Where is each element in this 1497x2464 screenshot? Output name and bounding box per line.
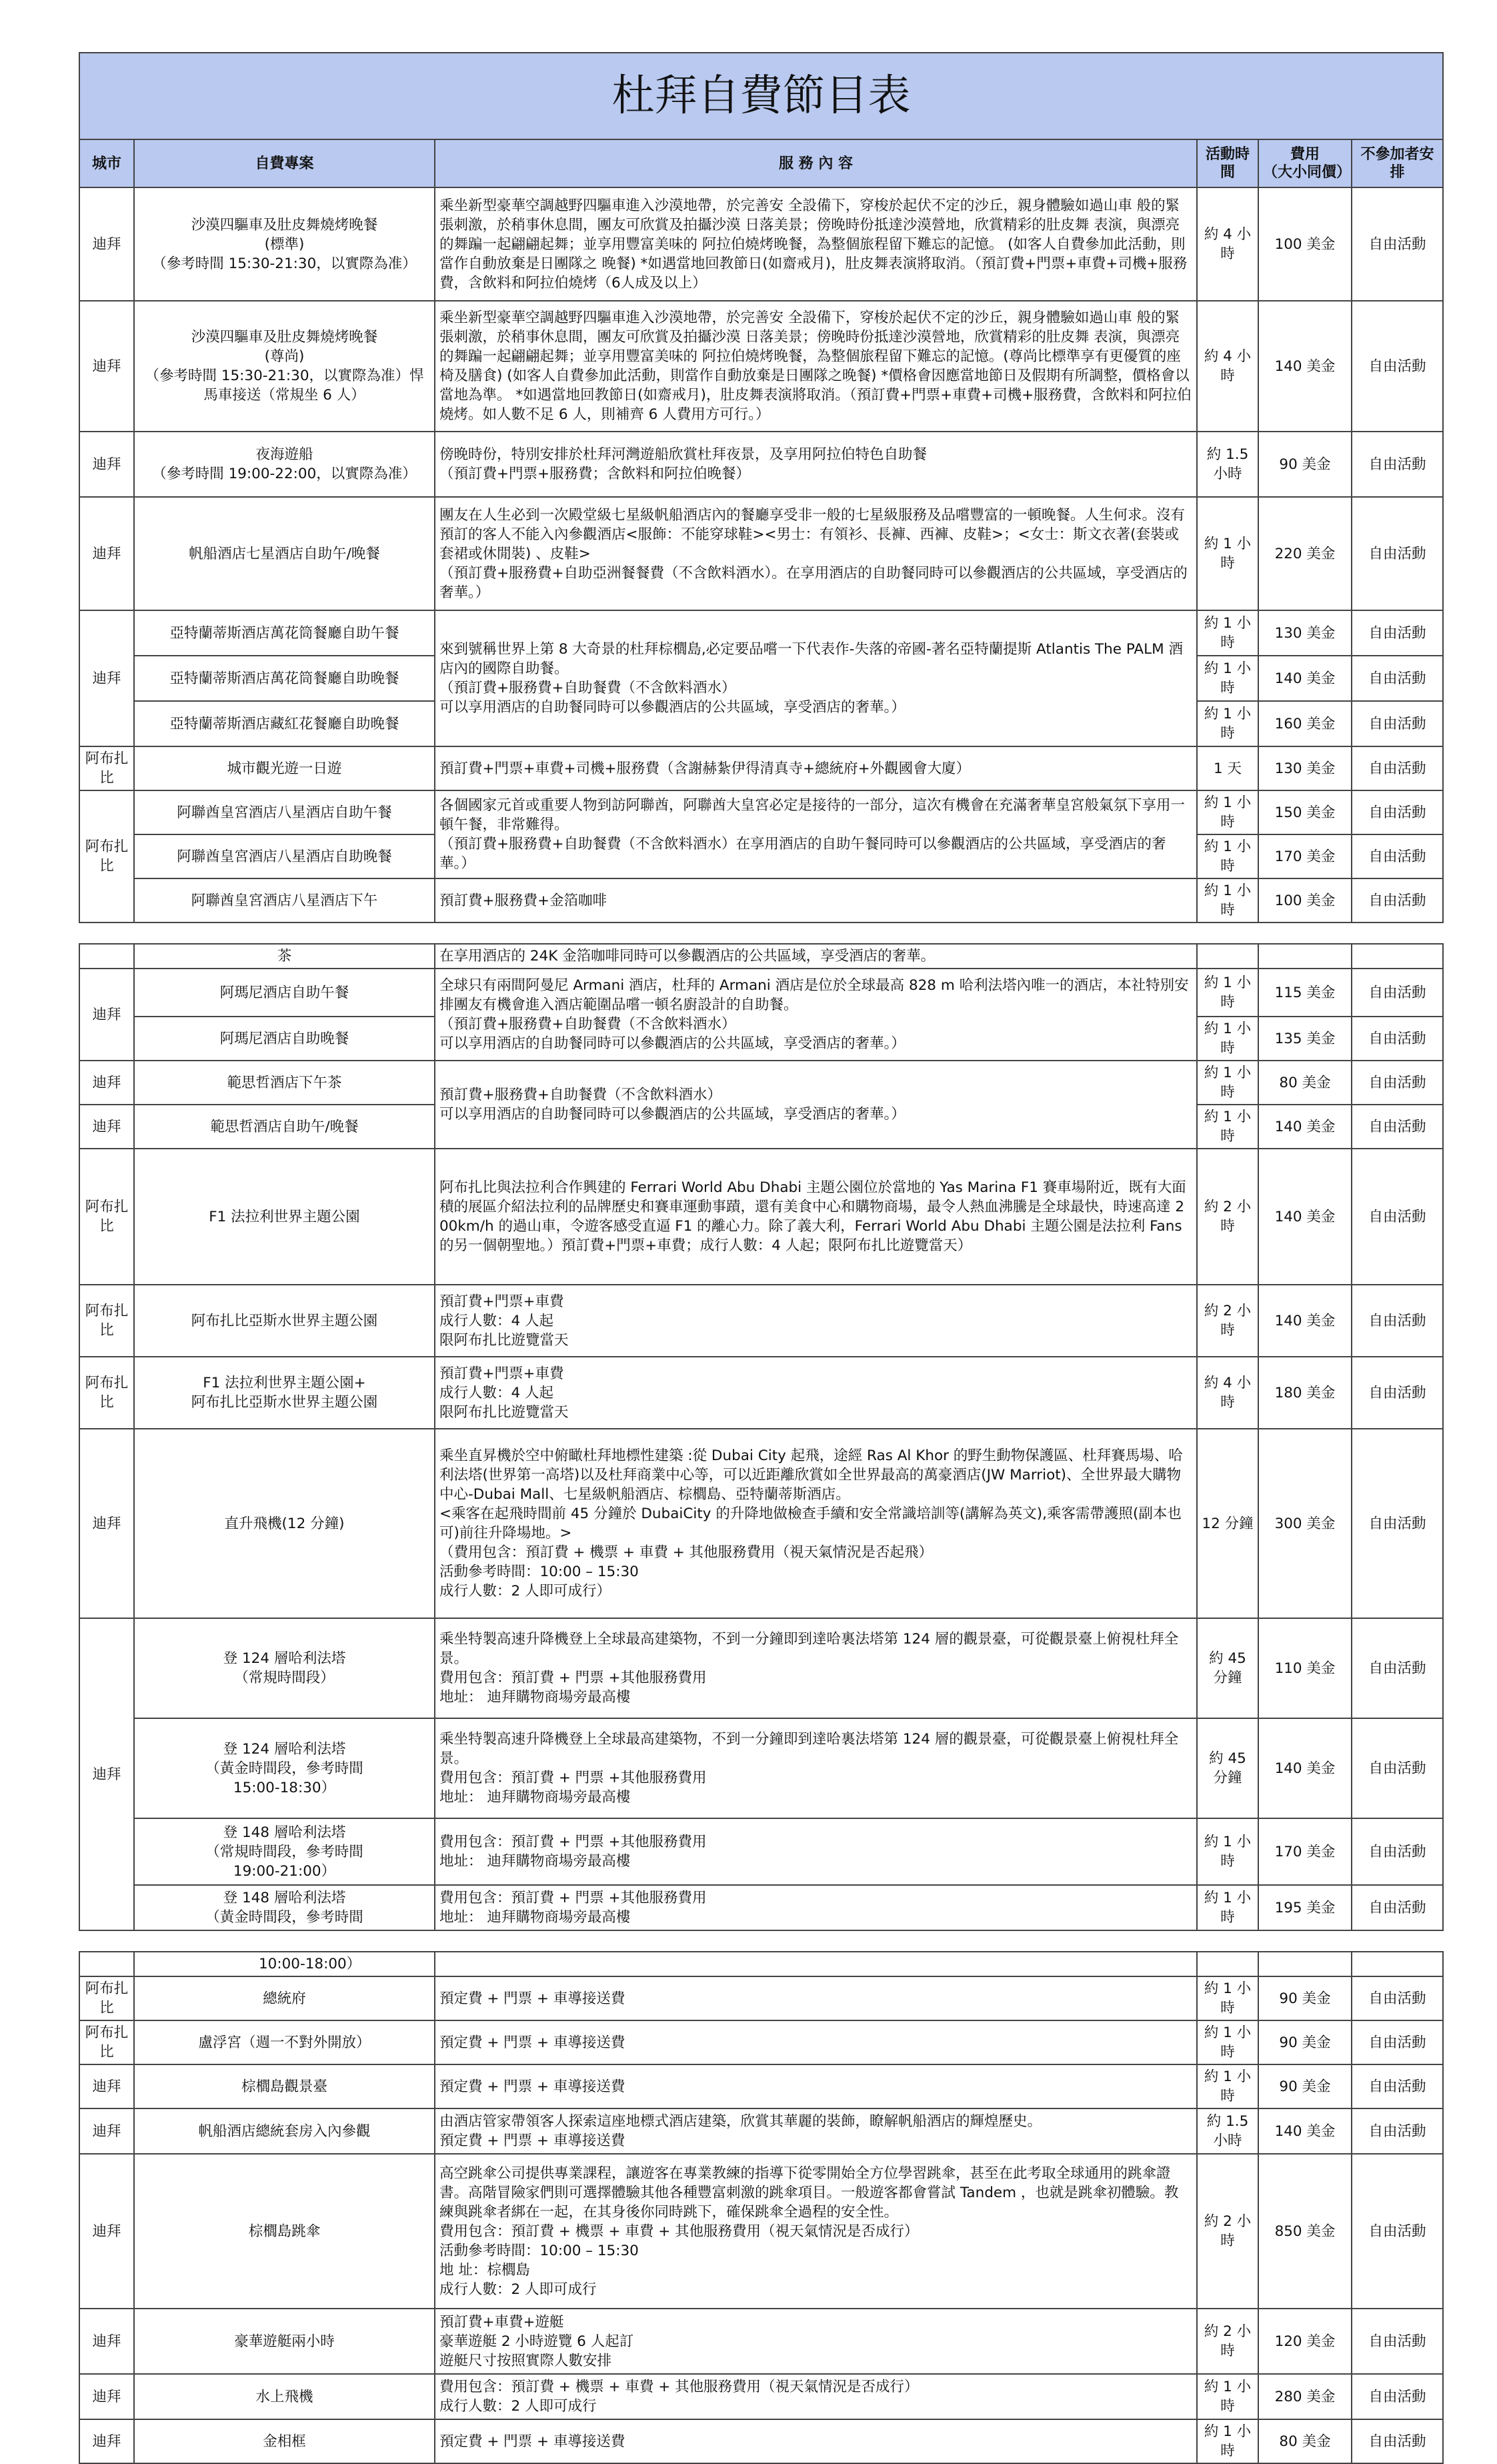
city-cell: 迪拜: [79, 2374, 134, 2419]
time-cell: 約 1 小時: [1197, 790, 1258, 834]
alt-cell: 自由活動: [1352, 656, 1443, 701]
item-cell: 範思哲酒店自助午/晚餐: [134, 1105, 435, 1149]
item-cell: 總統府: [134, 1976, 435, 2020]
fee-cell: 850 美金: [1258, 2154, 1352, 2309]
alt-cell: 自由活動: [1352, 2419, 1443, 2463]
time-cell: 約 1 小時: [1197, 1976, 1258, 2020]
time-cell: 約 2 小時: [1197, 1285, 1258, 1357]
time-cell: 約 1 小時: [1197, 834, 1258, 878]
table-row: [79, 1285, 1443, 1357]
alt-cell: 自由活動: [1352, 432, 1443, 497]
item-cell: 城市觀光遊一日遊: [134, 746, 435, 790]
item-cell: 棕櫚島跳傘: [134, 2154, 435, 2309]
alt-cell: 自由活動: [1352, 1885, 1443, 1930]
time-cell: 約 1 小時: [1197, 878, 1258, 922]
table-row: [79, 1618, 1443, 1718]
item-cell: 直升飛機(12 分鐘): [134, 1429, 435, 1618]
alt-cell: 自由活動: [1352, 1618, 1443, 1718]
itinerary-page: [79, 52, 1442, 2464]
time-cell: 約 1 小時: [1197, 1105, 1258, 1149]
desc-cell: 費用包含：預訂費 + 門票 +其他服務費用 地址： 迪拜購物商場旁最高樓: [435, 1818, 1197, 1885]
time-cell: 約 1 小時: [1197, 497, 1258, 610]
fee-cell: 130 美金: [1258, 610, 1352, 656]
table-row: [79, 2108, 1443, 2154]
item-cell: 茶: [134, 944, 435, 969]
desc-cell: 高空跳傘公司提供專業課程，讓遊客在專業教練的指導下從零開始全方位學習跳傘，甚至在此考取全球通用的跳傘證書。高階冒險家們則可選擇體驗其他各種豐富刺激的跳傘項目。一般遊客都會嘗試 Tandem ，也就是跳傘初體驗。教練與跳傘者綁在一起，在其身後你同時跳下，確保跳傘全過程的安全性。 費用包含：預訂費 + 機票 + 車費 + 其他服務費用（視天氣情況是否成行） 活動參考時間：10:00 – 15:30 地 址：棕櫚島 成行人數：2 人即可成行: [435, 2154, 1197, 2309]
city-cell: 迪拜: [79, 2064, 134, 2108]
time-cell: 約 1 小時: [1197, 2064, 1258, 2108]
city-cell: 迪拜: [79, 1061, 134, 1105]
city-cell: 阿布扎比: [79, 1149, 134, 1285]
table-row: [79, 969, 1443, 1017]
time-cell: 約 45 分鐘: [1197, 1618, 1258, 1718]
alt-cell: 自由活動: [1352, 2108, 1443, 2154]
alt-cell: 自由活動: [1352, 969, 1443, 1017]
item-cell: 夜海遊船 （參考時間 19:00-22:00，以實際為准）: [134, 432, 435, 497]
table-row: [79, 2419, 1443, 2463]
alt-cell: 自由活動: [1352, 790, 1443, 834]
table-row: [79, 610, 1443, 656]
city-cell: 迪拜: [79, 2419, 134, 2463]
alt-cell: 自由活動: [1352, 1976, 1443, 2020]
time-cell: 約 2 小時: [1197, 1149, 1258, 1285]
city-cell: 迪拜: [79, 2154, 134, 2309]
fee-cell: 140 美金: [1258, 1105, 1352, 1149]
fee-cell: 160 美金: [1258, 701, 1352, 746]
table-row: [79, 1818, 1443, 1885]
table-row: [79, 2064, 1443, 2108]
item-cell: 登 148 層哈利法塔 （黃金時間段，參考時間: [134, 1885, 435, 1930]
fee-cell: 80 美金: [1258, 2419, 1352, 2463]
alt-cell: 自由活動: [1352, 187, 1443, 301]
time-cell: 約 4 小時: [1197, 187, 1258, 301]
alt-cell: 自由活動: [1352, 1061, 1443, 1105]
alt-cell: 自由活動: [1352, 2309, 1443, 2374]
fee-cell: 140 美金: [1258, 1718, 1352, 1818]
alt-cell: 自由活動: [1352, 1105, 1443, 1149]
header-fee: 費用 （大小同價）: [1258, 139, 1352, 187]
time-cell: 約 1.5 小時: [1197, 2108, 1258, 2154]
city-cell: 迪拜: [79, 432, 134, 497]
desc-cell: 團友在人生必到一次殿堂級七星級帆船酒店內的餐廳享受非一般的七星級服務及品嚐豐富的一頓晚餐。人生何求。沒有預訂的客人不能入內參觀酒店<服飾：不能穿球鞋><男士：有領衫、長褲、西褲、皮鞋>；<女士：斯文衣著(套裝或套裙或休閒裝) 、皮鞋> （預訂費+服務費+自助亞洲餐餐費（不含飲料酒水）。在享用酒店的自助餐同時可以參觀酒店的公共區域，享受酒店的奢華。）: [435, 497, 1197, 610]
desc-cell: 乘坐新型豪華空調越野四驅車進入沙漠地帶，於完善安 全設備下，穿梭於起伏不定的沙丘，親身體驗如過山車 般的緊張刺激，於稍事休息間，團友可欣賞及拍攝沙漠 日落美景；傍晚時份抵達沙漠營地，欣賞精彩的肚皮舞 表演，與漂亮的舞蹁一起翩翩起舞；並享用豐富美味的 阿拉伯燒烤晚餐，為整個旅程留下難忘的記憶。 (如客人自費參加此活動，則當作自動放棄是日團隊之 晚餐) *如遇當地回教節日(如齋戒月)，肚皮舞表演將取消。（預訂費+門票+車費+司機+服務費，含飲料和阿拉伯燒烤（6人成及以上）: [435, 187, 1197, 301]
fee-cell: 195 美金: [1258, 1885, 1352, 1930]
time-cell: 約 2 小時: [1197, 2154, 1258, 2309]
table-row: [79, 1149, 1443, 1285]
time-cell: 約 1 小時: [1197, 2374, 1258, 2419]
table-row: [79, 432, 1443, 497]
time-cell: 約 4 小時: [1197, 301, 1258, 432]
desc-cell: 由酒店管家帶領客人探索這座地標式酒店建築，欣賞其華麗的裝飾，瞭解帆船酒店的輝煌歷史。 預定費 + 門票 + 車導接送費: [435, 2108, 1197, 2154]
item-cell: 阿瑪尼酒店自助晚餐: [134, 1017, 435, 1061]
item-cell: 沙漠四驅車及肚皮舞燒烤晚餐 (標準) （參考時間 15:30-21:30，以實際為准）: [134, 187, 435, 301]
city-cell: 迪拜: [79, 969, 134, 1061]
desc-cell: 預定費 + 門票 + 車導接送費: [435, 2419, 1197, 2463]
table-row: [79, 1952, 1443, 1976]
desc-cell: 在享用酒店的 24K 金箔咖啡同時可以參觀酒店的公共區域，享受酒店的奢華。: [435, 944, 1197, 969]
fee-cell: 130 美金: [1258, 746, 1352, 790]
city-cell: [79, 944, 134, 969]
item-cell: 水上飛機: [134, 2374, 435, 2419]
desc-cell: 預訂費+門票+車費 成行人數：4 人起 限阿布扎比遊覽當天: [435, 1285, 1197, 1357]
fee-cell: 140 美金: [1258, 2108, 1352, 2154]
city-cell: 迪拜: [79, 301, 134, 432]
desc-cell: 預訂費+服務費+金箔咖啡: [435, 878, 1197, 922]
item-cell: F1 法拉利世界主題公園: [134, 1149, 435, 1285]
item-cell: 10:00-18:00）: [134, 1952, 435, 1976]
city-cell: 迪拜: [79, 2108, 134, 2154]
table-row: [79, 1718, 1443, 1818]
table-row: [79, 187, 1443, 301]
fee-cell: 140 美金: [1258, 301, 1352, 432]
item-cell: 盧浮宮（週一不對外開放）: [134, 2020, 435, 2064]
item-cell: 阿聯酋皇宮酒店八星酒店下午: [134, 878, 435, 922]
header-city: 城市: [79, 139, 134, 187]
desc-cell: 傍晚時份，特別安排於杜拜河灣遊船欣賞杜拜夜景，及享用阿拉伯特色自助餐 （預訂費+門票+服務費；含飲料和阿拉伯晚餐）: [435, 432, 1197, 497]
time-cell: 約 1 小時: [1197, 2419, 1258, 2463]
city-cell: 迪拜: [79, 2309, 134, 2374]
fee-cell: 90 美金: [1258, 1976, 1352, 2020]
fee-cell: 140 美金: [1258, 656, 1352, 701]
table-row: [79, 878, 1443, 922]
fee-cell: 280 美金: [1258, 2374, 1352, 2419]
alt-cell: 自由活動: [1352, 834, 1443, 878]
city-cell: 阿布扎比: [79, 1285, 134, 1357]
time-cell: 12 分鐘: [1197, 1429, 1258, 1618]
alt-cell: 自由活動: [1352, 2064, 1443, 2108]
desc-cell: 預定費 + 門票 + 車導接送費: [435, 2064, 1197, 2108]
fee-cell: 100 美金: [1258, 878, 1352, 922]
header-duration: 活動時間: [1197, 139, 1258, 187]
alt-cell: 自由活動: [1352, 2154, 1443, 2309]
title-row: [79, 53, 1443, 139]
table-row: [79, 1885, 1443, 1930]
time-cell: 約 1 小時: [1197, 1017, 1258, 1061]
city-cell: 迪拜: [79, 610, 134, 746]
desc-cell: 費用包含：預訂費 + 機票 + 車費 + 其他服務費用（視天氣情況是否成行） 成行人數：2 人即可成行: [435, 2374, 1197, 2419]
table-row: [79, 746, 1443, 790]
city-cell: 阿布扎比: [79, 746, 134, 790]
desc-cell: 全球只有兩間阿曼尼 Armani 酒店，杜拜的 Armani 酒店是位於全球最高 828 m 哈利法塔內唯一的酒店，本社特別安排團友有機會進入酒店範圍品嚐一頓名廚設計的自助餐。 （預訂費+服務費+自助餐費（不含飲料酒水） 可以享用酒店的自助餐同時可以參觀酒店的公共區域，享受酒店的奢華。）: [435, 969, 1197, 1061]
city-cell: 阿布扎比: [79, 790, 134, 922]
alt-cell: 自由活動: [1352, 1718, 1443, 1818]
city-cell: 迪拜: [79, 1618, 134, 1930]
table-row: [79, 1429, 1443, 1618]
fee-cell: 90 美金: [1258, 2064, 1352, 2108]
desc-cell: 阿布扎比與法拉利合作興建的 Ferrari World Abu Dhabi 主題公園位於當地的 Yas Marina F1 賽車場附近，既有大面積的展區介紹法拉利的品牌歷史和賽車運動事蹟，還有美食中心和購物商場，最令人熱血沸騰是全球最快，時速高達 200km/h 的過山車，令遊客感受直逼 F1 的離心力。除了義大利，Ferrari World Abu Dhabi 主題公園是法拉利 Fans 的另一個朝聖地。）預訂費+門票+車費；成行人數：4 人起；限阿布扎比遊覽當天）: [435, 1149, 1197, 1285]
item-cell: 亞特蘭蒂斯酒店藏紅花餐廳自助晚餐: [134, 701, 435, 746]
item-cell: 金相框: [134, 2419, 435, 2463]
table-row: [79, 2374, 1443, 2419]
table-row: [79, 1357, 1443, 1429]
desc-cell: 預訂費+服務費+自助餐費（不含飲料酒水） 可以享用酒店的自助餐同時可以參觀酒店的公共區域，享受酒店的奢華。）: [435, 1061, 1197, 1149]
time-cell: 約 1 小時: [1197, 656, 1258, 701]
header-service: 服 務 內 容: [435, 139, 1197, 187]
time-cell: 約 1 小時: [1197, 1885, 1258, 1930]
desc-cell: 乘坐特製高速升降機登上全球最高建築物，不到一分鐘即到達哈裏法塔第 124 層的觀景臺，可從觀景臺上俯視杜拜全景。 費用包含：預訂費 + 門票 +其他服務費用 地址： 迪拜購物商場旁最高樓: [435, 1618, 1197, 1718]
alt-cell: 自由活動: [1352, 1149, 1443, 1285]
alt-cell: 自由活動: [1352, 610, 1443, 656]
item-cell: 範思哲酒店下午茶: [134, 1061, 435, 1105]
city-cell: 迪拜: [79, 497, 134, 610]
item-cell: 亞特蘭蒂斯酒店萬花筒餐廳自助午餐: [134, 610, 435, 656]
desc-cell: 各個國家元首或重要人物到訪阿聯酋，阿聯酋大皇宮必定是接待的一部分，這次有機會在充滿奢華皇宮般氣氛下享用一頓午餐，非常難得。 （預訂費+服務費+自助餐費（不含飲料酒水）在享用酒店的自助午餐同時可以參觀酒店的公共區域，享受酒店的奢華。）: [435, 790, 1197, 878]
excursion-table-2: [79, 943, 1444, 1931]
excursion-table-1: [79, 52, 1444, 923]
table-row: [79, 2309, 1443, 2374]
time-cell: 約 1 小時: [1197, 610, 1258, 656]
city-cell: 阿布扎比: [79, 2020, 134, 2064]
fee-cell: 140 美金: [1258, 1285, 1352, 1357]
alt-cell: 自由活動: [1352, 1017, 1443, 1061]
table-row: [79, 944, 1443, 969]
item-cell: 帆船酒店總統套房入內參觀: [134, 2108, 435, 2154]
time-cell: 約 1.5 小時: [1197, 432, 1258, 497]
header-item: 自費專案: [134, 139, 435, 187]
time-cell: 約 1 小時: [1197, 1818, 1258, 1885]
fee-cell: 110 美金: [1258, 1618, 1352, 1718]
fee-cell: 220 美金: [1258, 497, 1352, 610]
fee-cell: 115 美金: [1258, 969, 1352, 1017]
item-cell: 登 124 層哈利法塔 （常規時間段）: [134, 1618, 435, 1718]
time-cell: 約 1 小時: [1197, 2020, 1258, 2064]
desc-cell: 預訂費+門票+車費+司機+服務費（含謝赫紮伊得清真寺+總統府+外觀國會大廈）: [435, 746, 1197, 790]
fee-cell: 90 美金: [1258, 2020, 1352, 2064]
page-title: 杜拜自費節目表: [79, 53, 1443, 139]
table-row: [79, 1976, 1443, 2020]
fee-cell: 135 美金: [1258, 1017, 1352, 1061]
desc-cell: 預定費 + 門票 + 車導接送費: [435, 2020, 1197, 2064]
city-cell: 阿布扎比: [79, 1357, 134, 1429]
item-cell: 阿聯酋皇宮酒店八星酒店自助午餐: [134, 790, 435, 834]
city-cell: 迪拜: [79, 1429, 134, 1618]
fee-cell: 170 美金: [1258, 1818, 1352, 1885]
item-cell: 亞特蘭蒂斯酒店萬花筒餐廳自助晚餐: [134, 656, 435, 701]
city-cell: 迪拜: [79, 187, 134, 301]
alt-cell: 自由活動: [1352, 746, 1443, 790]
desc-cell: 乘坐新型豪華空調越野四驅車進入沙漠地帶，於完善安 全設備下，穿梭於起伏不定的沙丘，親身體驗如過山車 般的緊張刺激，於稍事休息間，團友可欣賞及拍攝沙漠 日落美景；傍晚時份抵達沙漠營地，欣賞精彩的肚皮舞 表演，與漂亮的舞蹁一起翩翩起舞；並享用豐富美味的 阿拉伯燒烤晚餐，為整個旅程留下難忘的記憶。(尊尚比標準享有更優質的座椅及膳食) (如客人自費參加此活動，則當作自動放棄是日團隊之晚餐) *價格會因應當地節日及假期有所調整，價格會以當地為準。 *如遇當地回教節日(如齋戒月)，肚皮舞表演將取消。（預訂費+門票+車費+司機+服務費，含飲料和阿拉伯燒烤。如人數不足 6 人，則補齊 6 人費用方可行。）: [435, 301, 1197, 432]
desc-cell: 預定費 + 門票 + 車導接送費: [435, 1976, 1197, 2020]
alt-cell: 自由活動: [1352, 701, 1443, 746]
fee-cell: 180 美金: [1258, 1357, 1352, 1429]
desc-cell: 來到號稱世界上第 8 大奇景的杜拜棕櫚島,必定要品嚐一下代表作-失落的帝國-著名亞特蘭提斯 Atlantis The PALM 酒店內的國際自助餐。 （預訂費+服務費+自助餐費（不含飲料酒水） 可以享用酒店的自助餐同時可以參觀酒店的公共區域，享受酒店的奢華。）: [435, 610, 1197, 746]
header-row: [79, 139, 1443, 187]
time-cell: 約 45 分鐘: [1197, 1718, 1258, 1818]
item-cell: 阿布扎比亞斯水世界主題公園: [134, 1285, 435, 1357]
time-cell: 約 4 小時: [1197, 1357, 1258, 1429]
item-cell: 阿聯酋皇宮酒店八星酒店自助晚餐: [134, 834, 435, 878]
fee-cell: 150 美金: [1258, 790, 1352, 834]
alt-cell: 自由活動: [1352, 1285, 1443, 1357]
desc-cell: 乘坐直昇機於空中俯瞰杜拜地標性建築 :從 Dubai City 起飛，途經 Ras Al Khor 的野生動物保護區、杜拜賽馬場、哈利法塔(世界第一高塔)以及杜拜商業中心等，可以近距離欣賞如全世界最高的萬豪酒店(JW Marriot)、全世界最大購物中心-Dubai Mall、七星級帆船酒店、棕櫚島、亞特蘭蒂斯酒店。 <乘客在起飛時間前 45 分鐘於 DubaiCity 的升降地做檢查手續和安全常識培訓等(講解為英文),乘客需帶護照(副本也可)前往升降場地。> （費用包含：預訂費 + 機票 + 車費 + 其他服務費用（視天氣情況是否起飛） 活動參考時間：10:00 – 15:30 成行人數：2 人即可成行）: [435, 1429, 1197, 1618]
header-alternative: 不參加者安排: [1352, 139, 1443, 187]
alt-cell: 自由活動: [1352, 497, 1443, 610]
fee-cell: 80 美金: [1258, 1061, 1352, 1105]
table-row: [79, 1061, 1443, 1105]
fee-cell: 170 美金: [1258, 834, 1352, 878]
item-cell: 帆船酒店七星酒店自助午/晚餐: [134, 497, 435, 610]
desc-cell: 乘坐特製高速升降機登上全球最高建築物，不到一分鐘即到達哈裏法塔第 124 層的觀景臺，可從觀景臺上俯視杜拜全景。 費用包含：預訂費 + 門票 +其他服務費用 地址： 迪拜購物商場旁最高樓: [435, 1718, 1197, 1818]
item-cell: 阿瑪尼酒店自助午餐: [134, 969, 435, 1017]
fee-cell: 100 美金: [1258, 187, 1352, 301]
fee-cell: 300 美金: [1258, 1429, 1352, 1618]
alt-cell: 自由活動: [1352, 1429, 1443, 1618]
desc-cell: 費用包含：預訂費 + 門票 +其他服務費用 地址： 迪拜購物商場旁最高樓: [435, 1885, 1197, 1930]
time-cell: 約 1 小時: [1197, 701, 1258, 746]
time-cell: 1 天: [1197, 746, 1258, 790]
alt-cell: 自由活動: [1352, 1818, 1443, 1885]
item-cell: 登 148 層哈利法塔 （常規時間段，參考時間 19:00-21:00）: [134, 1818, 435, 1885]
item-cell: F1 法拉利世界主題公園+ 阿布扎比亞斯水世界主題公園: [134, 1357, 435, 1429]
table-row: [79, 2020, 1443, 2064]
alt-cell: 自由活動: [1352, 301, 1443, 432]
item-cell: 棕櫚島觀景臺: [134, 2064, 435, 2108]
desc-cell: 預訂費+門票+車費 成行人數：4 人起 限阿布扎比遊覽當天: [435, 1357, 1197, 1429]
fee-cell: 120 美金: [1258, 2309, 1352, 2374]
city-cell: 迪拜: [79, 1105, 134, 1149]
alt-cell: 自由活動: [1352, 2020, 1443, 2064]
item-cell: 沙漠四驅車及肚皮舞燒烤晚餐 (尊尚) （參考時間 15:30-21:30，以實際為准）悍馬車接送（常規坐 6 人）: [134, 301, 435, 432]
time-cell: 約 1 小時: [1197, 1061, 1258, 1105]
excursion-table-3: [79, 1951, 1444, 2464]
table-row: [79, 497, 1443, 610]
table-row: [79, 790, 1443, 834]
city-cell: 阿布扎比: [79, 1976, 134, 2020]
table-row: [79, 2154, 1443, 2309]
fee-cell: 90 美金: [1258, 432, 1352, 497]
time-cell: 約 2 小時: [1197, 2309, 1258, 2374]
table-row: [79, 301, 1443, 432]
fee-cell: 140 美金: [1258, 1149, 1352, 1285]
desc-cell: 預訂費+車費+遊艇 豪華遊艇 2 小時遊覽 6 人起訂 遊艇尺寸按照實際人數安排: [435, 2309, 1197, 2374]
alt-cell: 自由活動: [1352, 878, 1443, 922]
alt-cell: 自由活動: [1352, 2374, 1443, 2419]
item-cell: 登 124 層哈利法塔 （黃金時間段，參考時間 15:00-18:30）: [134, 1718, 435, 1818]
item-cell: 豪華遊艇兩小時: [134, 2309, 435, 2374]
alt-cell: 自由活動: [1352, 1357, 1443, 1429]
time-cell: 約 1 小時: [1197, 969, 1258, 1017]
